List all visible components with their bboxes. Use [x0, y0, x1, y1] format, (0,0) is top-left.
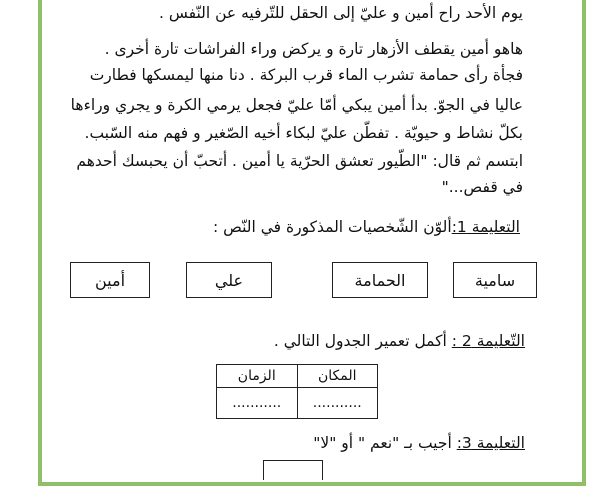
story-line-3: فجأة رأى حمامة تشرب الماء قرب البركة . دنا منها ليمسكها فطارت [89, 66, 523, 84]
character-option-pigeon[interactable]: الحمامة [332, 262, 428, 298]
story-line-2: هاهو أمين يقطف الأزهار تارة و يركض وراء الفراشات تارة أخرى . [104, 40, 523, 58]
story-line-6: ابتسم ثم قال: "الطّيور تعشق الحرّية يا أمين . أتحبّ أن يحبسك أحدهم [76, 152, 523, 170]
instruction-1-text: ألوّن الشّخصيات المذكورة في النّص : [212, 218, 452, 236]
table-cell-time[interactable]: ........... [217, 388, 298, 419]
answer-box[interactable] [263, 460, 323, 480]
place-time-table [216, 364, 378, 419]
character-option-ali[interactable]: علي [186, 262, 272, 298]
character-option-samia[interactable]: سامية [453, 262, 537, 298]
instruction-3-text: أجيب بـ "نعم " أو "لا" [313, 434, 457, 452]
character-option-amine[interactable]: أمين [70, 262, 150, 298]
story-line-4: عاليا في الجوّ. بدأ أمين يبكي أمّا عليّ فجعل يرمي الكرة و يجري وراءها [70, 96, 523, 114]
table-cell-place[interactable]: ........... [297, 388, 378, 419]
instruction-1 [213, 216, 520, 238]
instruction-3-label: التعليمة 3: [456, 434, 525, 452]
instruction-2 [274, 330, 525, 352]
story-line-5: بكلّ نشاط و حيويّة . تفطّن عليّ لبكاء أخيه الصّغير و فهم منه السّبب. [84, 124, 523, 142]
instruction-1-label: التعليمة 1: [451, 218, 520, 236]
instruction-2-label: التّعليمة 2 : [451, 332, 525, 350]
instruction-2-text: أكمل تعمير الجدول التالي . [273, 332, 452, 350]
table-header-time: الزمان [217, 365, 298, 388]
instruction-3 [313, 432, 525, 454]
table-header-place: المكان [297, 365, 378, 388]
story-line-7: في قفص..." [441, 178, 523, 196]
story-line-1: يوم الأحد راح أمين و عليّ إلى الحقل للتّرفيه عن النّفس . [159, 4, 523, 22]
